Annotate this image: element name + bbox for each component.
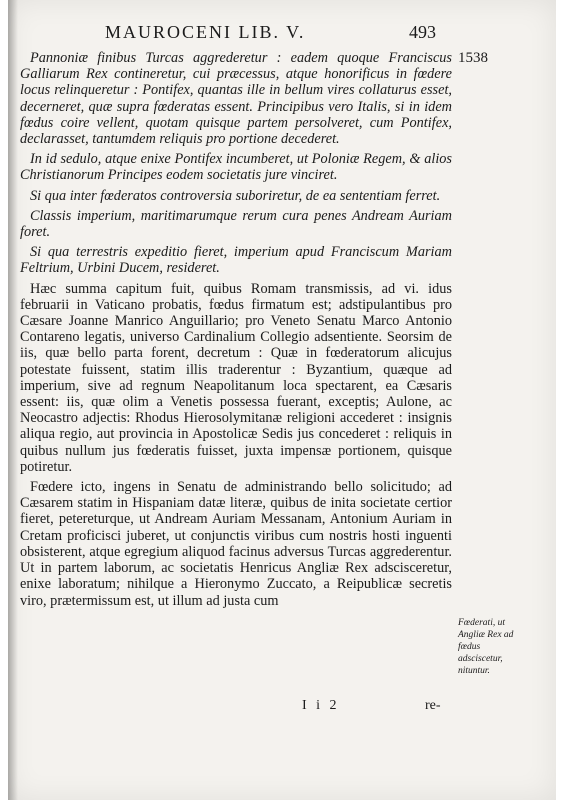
- paragraph: Hæc summa capitum fuit, quibus Romam transmissis, ad vi. idus februarii in Vaticano probatis, fœdus firmatum est; adstipulantibus pro Cæsare Joanne Manrico Anguillario; pro Veneto Senatu Marco Antonio Contareno legatis, universo Cardinalium Collegio adsentiente. Seorsim de iis, quæ bello parta forent, decretum : Quæ in fœderatorum alicujus potestate fuissent, statim illis traderentur : Byzantium, quæque ad imperium, sive ad regnum Neapolitanum loca spectarent, ea Cæsaris essent: iis, quæ olim a Venetis possessa fuerant, exceptis; Aulone, ac Neocastro adjectis: Rhodus Hierosolymitanæ religioni accederet : insignis aliqua regio, aut provincia in Apostolicæ Sedis jus concederet : reliquis in quibus nullum jus fœderatis fuisset, juxta impensæ portionem, quisque potiretur.: [20, 280, 452, 475]
- margin-year: 1538: [458, 50, 488, 66]
- paragraph: Pannoniæ finibus Turcas aggrederetur : eadem quoque Franciscus Galliarum Rex contineretur, cui præcessus, atque honorificus in fœdere locus relinqueretur : Pontifex, quantas ille in bellum vires collaturus esset, decerneret, quæ supra fœderatas essent. Principibus vero Italis, si in idem fœdus coire vellent, quotam quisque partem persolveret, cum Pontifex, declarasset, tantumdem reliquis pro portione decederet.: [20, 50, 452, 148]
- main-text: [20, 50, 452, 613]
- paragraph: Si qua inter fœderatos controversia suboriretur, de ea sententiam ferret.: [30, 187, 441, 204]
- catchword: re-: [425, 698, 441, 713]
- gutter-shadow: [8, 0, 18, 800]
- running-title: MAUROCENI LIB. V.: [105, 22, 306, 42]
- paragraph: Classis imperium, maritimarumque rerum cura penes Andream Auriam foret.: [20, 207, 452, 241]
- page-footer: [20, 698, 452, 718]
- paragraph: Si qua terrestris expeditio fieret, imperium apud Franciscum Mariam Feltrium, Urbini Ducem, resideret.: [20, 244, 452, 277]
- signature-mark: I i 2: [302, 698, 340, 713]
- page-number: 493: [409, 22, 436, 42]
- paragraph: Fœdere icto, ingens in Senatu de administrando bello solicitudo; ad Cæsarem statim in Hispaniam datæ literæ, quibus de inita societate certior fieret, petereturque, ut Andream Auriam Messanam, Antonium Auriam in Cretam proficisci juberet, ut conjunctis viribus cum nostris hosti inguenti obsisterent, atque egregium aliquod facinus adversus Turcas aggrederentur. Ut in partem laborum, ac societatis Henricus Angliæ Rex adscisceretur, enixe laboratum; nihilque a Hieronymo Zuccato, a Reipublicæ secretis viro, prætermissum est, ut illum ad justa cum: [20, 479, 452, 609]
- paragraph: In id sedulo, atque enixe Pontifex incumberet, ut Poloniæ Regem, & alios Christianorum Principes eodem societatis jure vinciret.: [20, 151, 452, 184]
- marginal-note: Fœderati, ut Angliæ Rex ad fœdus adsciscetur, nituntur.: [458, 618, 514, 676]
